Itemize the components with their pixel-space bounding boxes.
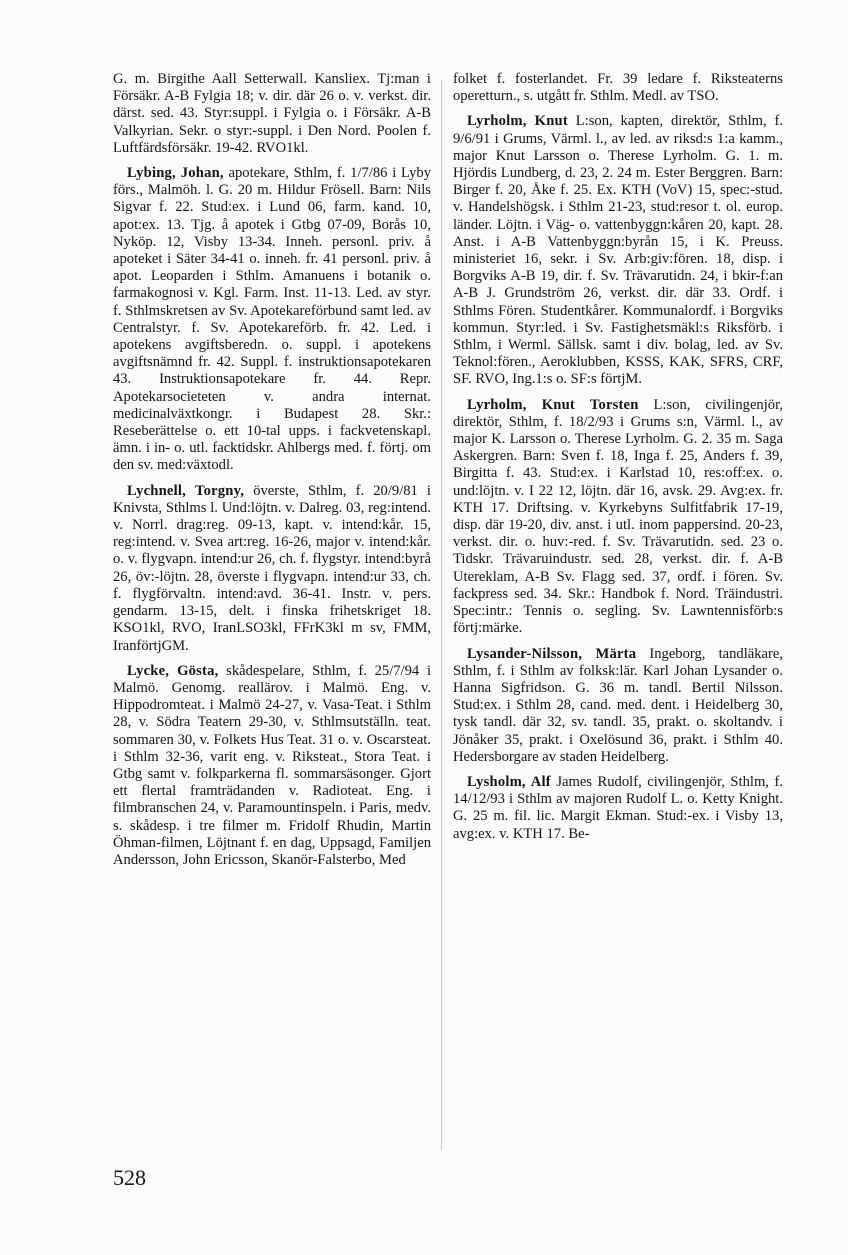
entry-name: Lybing, Johan, [127, 165, 224, 182]
entry-text: överste, Sthlm, f. 20/9/81 i Knivsta, Sthlms l. Und:löjtn. v. Dalreg. 03, reg:intend. v. Norrl. drag:reg. 09-13, kapt. v. intend:kår. 15, reg:intend. v. Svea art:reg. 16-26, major v. intend:kår. o. v. flygvapn. intend:ur 26, ch. f. flygstyr. intend:byrå 26, öv:-löjtn. 28, överste i flygvapn. intend:ur 33, ch. f. flygförvaltn. intend:avd. 36-41. Instr. v. pers. gendarm. 13-15, delt. i finska frihetskriget 18. KSO1kl, RVO, IranLSO3kl, FFrK3kl m sv, FMM, IranförtjGM. [113, 482, 431, 654]
entry-lybing [113, 165, 431, 475]
entry-text: L:son, kapten, direktör, Sthlm, f. 9/6/91 i Grums, Värml. l., av led. av riksd:s 1:a kamm., major Knut Larsson o. Therese Lyrholm. G. 1. m. Hjördis Lundberg, d. 23, 2. 24 m. Ester Berggren. Barn: Birger f. 20, Åke f. 25. Ex. KTH (VoV) 15, spec:-stud. v. Handelshögsk. i Sthlm 21-23, stud:resor t. ol. europ. länder. Löjtn. i Väg- o. vattenbyggn:kåren 20, kapt. 28. Anst. i A-B Vattenbyggn:byrån 15, i K. Preuss. ministeriet 16, sekr. i Sv. Arb:giv:fören. 18, disp. i Borgviks A-B 19, dir. f. Sv. Trävarutidn. 24, i bkir-f:an A-B J. Grundström 26, verkst. dir. där 33. Ordf. i Sthlms Fören. Studentkårer. Kommunalordf. i Borgviks kommun. Styr:led. i Sv. Fastighetsmäkl:s Riksförb. i Sthlm, i Werml. Sällsk. samt i div. bolag, led. av Sv. Teknol:fören., Aeroklubben, KSSS, KAK, SFRS, CRF, SF. RVO, Ing.1:s o. SF:s förtjM. [453, 113, 783, 388]
entry-lyrholm-knut-torsten [453, 397, 783, 638]
entry-lysander-nilsson [453, 646, 783, 766]
entry-text: Ingeborg, tandläkare, Sthlm, f. i Sthlm av folksk:lär. Karl Johan Lysander o. Hanna Sigfridson. G. 36 m. tandl. Bertil Nilsson. Stud:ex. i Sthlm 28, cand. med. dent. i Heidelberg 30, tysk tandl. där 32, sv. tandl. 35, prakt. o. skoltandv. i Jönåker 35, prakt. i Oxelösund 36, prakt. i Sthlm 40. Hedersborgare av staden Heidelberg. [453, 645, 784, 765]
entry-continued: G. m. Birgithe Aall Setterwall. Kansliex. Tj:man i Försäkr. A-B Fylgia 18; v. dir. där 26 o. v. verkst. dir. därst. sed. 43. Styr:suppl. i Fylgia o. i Försäkr. A-B Valkyrian. Sekr. o styr:-suppl. i Den Nord. Poolen f. Luftfärdsförsäkr. 19-42. RVO1kl. [113, 71, 431, 156]
entry-name: Lychnell, Torgny, [127, 482, 245, 499]
entry-lyrholm-knut [453, 113, 783, 388]
entry-name: Lycke, Gösta, [127, 662, 219, 679]
entry-lysholm [453, 774, 783, 843]
entry-name: Lysholm, Alf [467, 773, 551, 790]
entry-name: Lyrholm, Knut [467, 113, 568, 130]
page-number: 528 [113, 1165, 146, 1190]
entry-text: James Rudolf, civilingenjör, Sthlm, f. 14/12/93 i Sthlm av majoren Rudolf L. o. Ketty Knight. G. 25 m. fil. lic. Margit Ekman. Stud:-ex. i Visby 13, avg:ex. v. KTH 17. Be- [453, 773, 784, 842]
right-column [453, 71, 783, 851]
column-divider [441, 80, 442, 1150]
left-column [113, 71, 431, 877]
entry-text: apotekare, Sthlm, f. 1/7/86 i Lyby förs., Malmöh. l. G. 20 m. Hildur Frösell. Barn: Nils Sigvar f. 22. Stud:ex. i Lund 06, farm. kand. 10, apot:ex. 13. Tjg. å apotek i Gtbg 07-09, Borås 10, Nyköp. 12, Visby 13-34. Inneh. personl. priv. å apoteket i Säter 34-41 o. inneh. fr. 41 personl. priv. å apot. Leoparden i Sthlm. Amanuens i botanik o. farmakognosi v. Kgl. Farm. Inst. 11-13. Led. av styr. f. Sthlmskretsen av Sv. Apotekareförbund samt led. av Centralstyr. f. Sv. Apotekareförb. fr. 42. Led. i apotekens avgiftsberedn. o. suppl. i apotekens avgiftsnämnd fr. 42. Suppl. f. instruktionsapotekaren 43. Instruktionsapotekare fr. 44. Repr. Apotekarsocieteten v. andra internat. medicinalväxtkongr. i Budapest 28. Skr.: Reseberättelse o. ett 10-tal upps. i fackvetenskapl. ämn. i in- o. utl. facktidskr. Ahlbergs med. f. förtj. om den sv. med:växtodl. [113, 165, 431, 474]
entry-continued: folket f. fosterlandet. Fr. 39 ledare f. Riksteaterns operetturn., s. utgått fr. Sthlm. Medl. av TSO. [453, 71, 783, 105]
entry-name: Lysander-Nilsson, Märta [467, 645, 637, 662]
entry-text: L:son, civilingenjör, direktör, Sthlm, f. 18/2/93 i Grums s:n, Värml. l., av major K. Larsson o. Therese Lyrholm. G. 2. 35 m. Saga Askergren. Barn: Sven f. 18, Inga f. 25, Anders f. 39, Birgitta f. 43. Stud:ex. i Karlstad 10, res:off:ex. o. und:löjtn. v. I 22 12, löjtn. där 16, avsk. 29. Avg:ex. fr. KTH 17. Driftsing. v. Kyrkebyns Sulfitfabrik 17-19, disp. där 19-20, div. anst. i utl. inom pappersind. 20-23, verkst. dir. o. huv:-red. f. Sv. Trävarutidn. sed. 23 o. Tidskr. Trävaruindustr. sed. 28, verkst. dir. f. A-B Utereklam, A-B Sv. Flagg sed. 37, ordf. i fören. Sv. fackpress sed. 34. Skr.: Handbok f. Nord. Träindustri. Spec:intr.: Tennis o. segling. Sv. Lawntennisförb:s förtj:märke. [453, 396, 783, 637]
entry-name: Lyrholm, Knut Torsten [467, 396, 639, 413]
entry-lycke [113, 663, 431, 869]
entry-text: skådespelare, Sthlm, f. 25/7/94 i Malmö. Genomg. reallärov. i Malmö. Eng. v. Hippodromteat. i Malmö 24-27, v. Vasa-Teat. i Sthlm 28, v. Södra Teatern 29-30, v. Sthlmsutställn. teat. sommaren 30, v. Folkets Hus Teat. 31 o. v. Oscarsteat. i Sthlm 32-36, varit eng. v. Riksteat., Stora Teat. i Gtbg samt v. folkparkerna fl. sommarsäsonger. Gjort ett flertal framträdanden v. Radioteat. Eng. i filmbranschen 24, v. Paramountinspeln. i Paris, medv. s. skådesp. i tre filmer m. Fridolf Rhudin, Martin Öhman-filmen, Löjtnant f. en dag, Uppsagd, Familjen Andersson, John Ericsson, Skanör-Falsterbo, Med [113, 662, 431, 868]
entry-lychnell [113, 483, 431, 655]
